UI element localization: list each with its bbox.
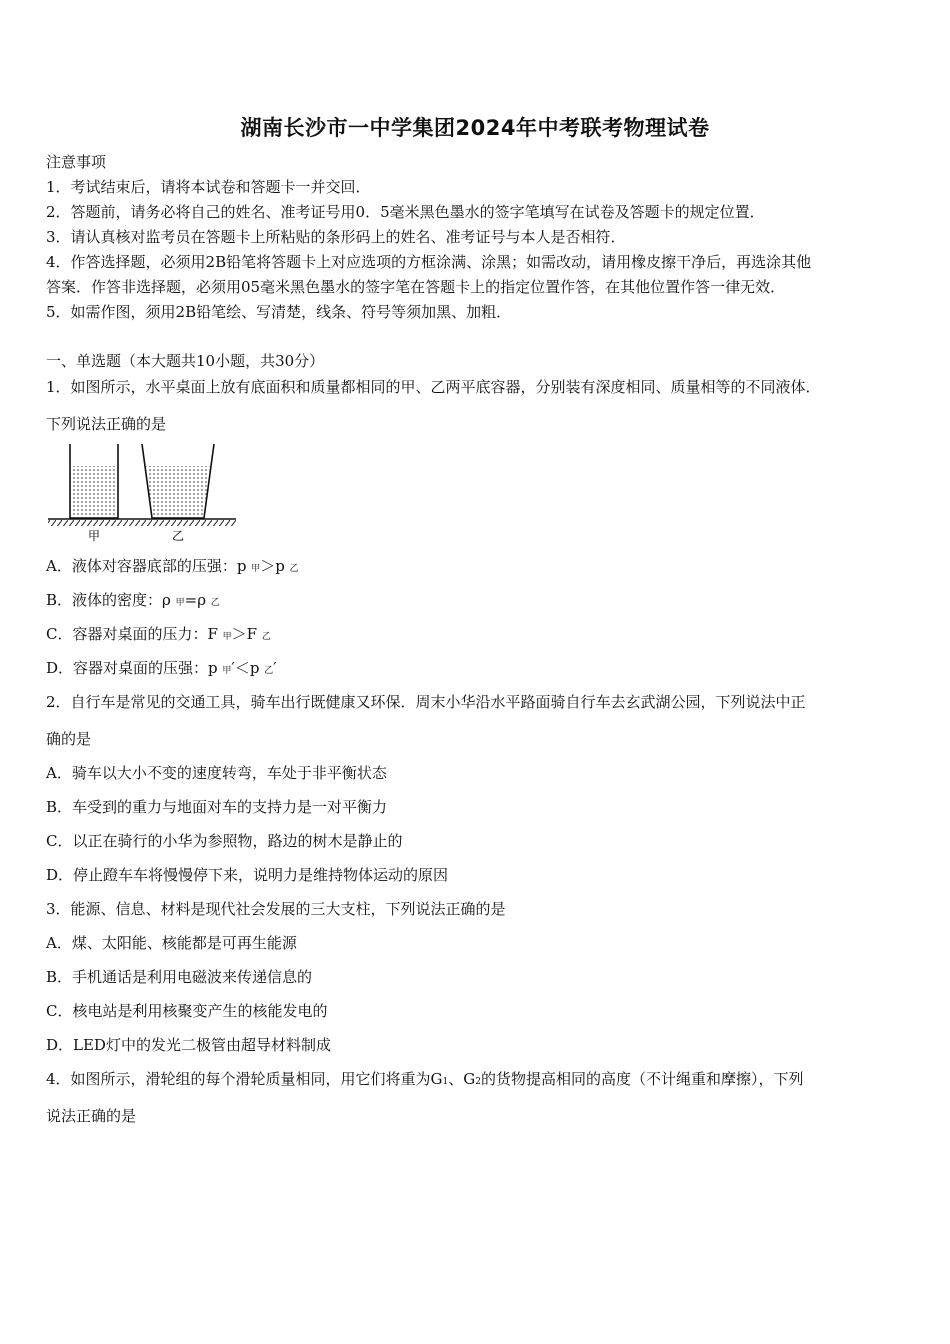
q2-option-b: B．车受到的重力与地面对车的支持力是一对平衡力 [46,798,388,816]
q3-option-a: A．煤、太阳能、核能都是可再生能源 [46,934,297,952]
label-a: 甲 [87,529,101,543]
q1-stem: 1．如图所示，水平桌面上放有底面积和质量都相同的甲、乙两平底容器，分别装有深度相同、质量相等的不同液体． [46,378,821,396]
q3-option-c: C．核电站是利用核聚变产生的核能发电的 [46,1002,328,1020]
notice-item: 4．作答选择题，必须用2B铅笔将答题卡上对应选项的方框涂满、涂黑；如需改动，请用橡皮擦干净后，再选涂其他 [46,253,812,271]
q1-option-b: B．液体的密度：ρ 甲=ρ 乙 [46,591,220,609]
table-hatching [48,520,236,526]
notice-item: 答案．作答非选择题，必须用05毫米黑色墨水的签字笔在答题卡上的指定位置作答，在其他位置作答一律无效． [46,278,786,296]
q3-option-b: B．手机通话是利用电磁波来传递信息的 [46,968,313,986]
notice-item: 1．考试结束后，请将本试卷和答题卡一并交回． [46,178,371,196]
q4-stem-continued: 说法正确的是 [46,1107,137,1125]
section-heading: 一、单选题（本大题共10小题，共30分） [46,352,325,370]
q2-stem-continued: 确的是 [46,730,92,748]
notice-item: 5．如需作图，须用2B铅笔绘、写清楚，线条、符号等须加黑、加粗． [46,303,512,321]
exam-title: 湖南长沙市一中学集团2024年中考联考物理试卷 [240,116,710,140]
q2-option-a: A．骑车以大小不变的速度转弯，车处于非平衡状态 [46,764,387,782]
q2-option-c: C．以正在骑行的小华为参照物，路边的树木是静止的 [46,832,403,850]
q3-stem: 3．能源、信息、材料是现代社会发展的三大支柱，下列说法正确的是 [46,900,506,918]
q1-stem-continued: 下列说法正确的是 [46,415,167,433]
label-b: 乙 [171,529,185,543]
q1-option-d: D．容器对桌面的压强：p 甲′＜p 乙′ [46,659,277,677]
q2-stem: 2．自行车是常见的交通工具，骑车出行既健康又环保．周末小华沿水平路面骑自行车去玄武湖公园，下列说法中正 [46,693,806,711]
q1-option-a: A．液体对容器底部的压强：p 甲＞p 乙 [46,557,299,575]
liquid-a [70,466,118,518]
notice-item: 2．答题前，请务必将自己的姓名、准考证号用0．5毫米黑色墨水的签字笔填写在试卷及答题卡的规定位置． [46,203,765,221]
containers-figure [44,440,240,544]
notice-heading: 注意事项 [46,153,107,171]
q2-option-d: D．停止蹬车车将慢慢停下来，说明力是维持物体运动的原因 [46,866,449,884]
q3-option-d: D．LED灯中的发光二极管由超导材料制成 [46,1036,331,1054]
q4-stem: 4．如图所示，滑轮组的每个滑轮质量相同，用它们将重为G1、G2的货物提高相同的高度（不计绳重和摩擦），下列 [46,1070,804,1088]
q1-option-c: C．容器对桌面的压力：F 甲＞F 乙 [46,625,271,643]
notice-item: 3．请认真核对监考员在答题卡上所粘贴的条形码上的姓名、准考证号与本人是否相符． [46,228,626,246]
liquid-b [146,466,210,518]
